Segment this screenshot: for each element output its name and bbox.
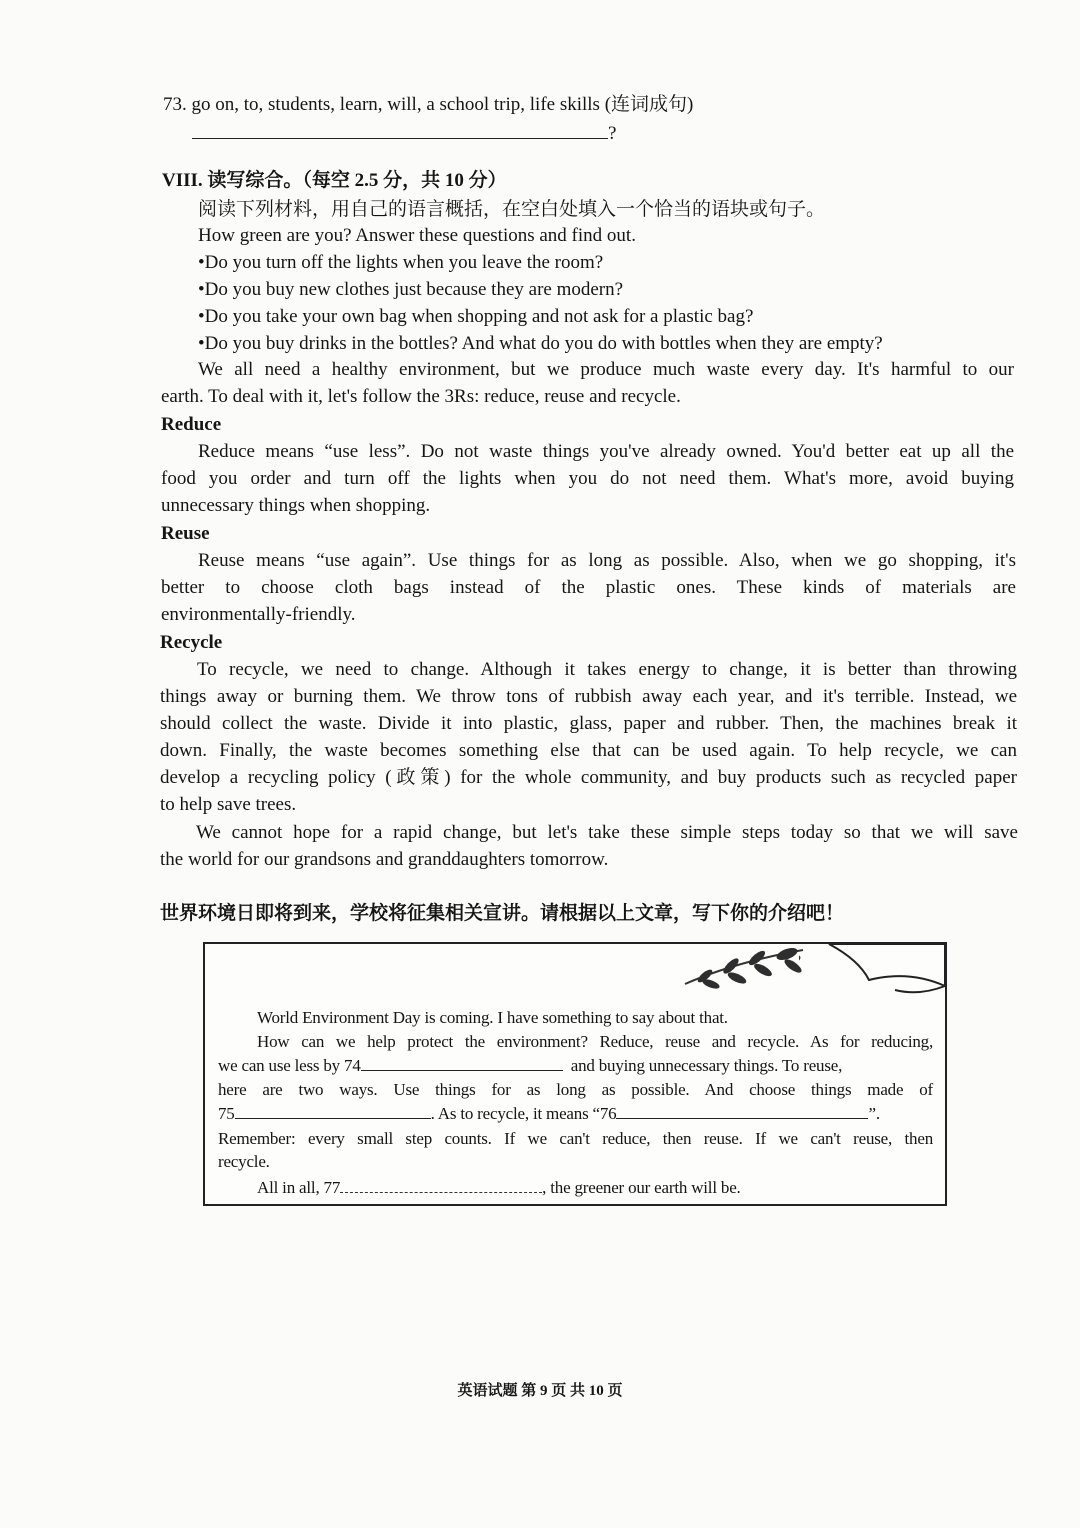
card-line: World Environment Day is coming. I have something to say about that.: [257, 1008, 728, 1027]
card-line-74: [218, 1055, 842, 1077]
card-text: 75: [218, 1104, 235, 1123]
paragraph-line: Reuse means “use again”. Use things for as long as possible. Also, when we go shopping, it's: [198, 550, 1016, 571]
blank-75[interactable]: [235, 1103, 431, 1119]
card-line: Remember: every small step counts. If we can't reduce, then reuse. If we can't reuse, then: [218, 1129, 933, 1148]
blank-76[interactable]: [616, 1103, 868, 1119]
blank-74[interactable]: [361, 1055, 563, 1071]
paragraph-line: unnecessary things when shopping.: [161, 495, 431, 516]
paragraph-line: We cannot hope for a rapid change, but let's take these simple steps today so that we will save: [196, 822, 1018, 843]
card-text: . As to recycle, it means “76: [430, 1104, 617, 1123]
q73-question-mark: ?: [608, 123, 617, 144]
paragraph-line: food you order and turn off the lights when you do not need them. What's more, avoid buying: [161, 468, 1014, 489]
heading-recycle: Recycle: [160, 632, 223, 653]
q73-prompt: 73. go on, to, students, learn, will, a school trip, life skills (连词成句): [163, 94, 694, 115]
paragraph-line: To recycle, we need to change. Although it takes energy to change, it is better than throwing: [197, 659, 1017, 680]
card-line-77: [257, 1177, 741, 1199]
paragraph-line: Reduce means “use less”. Do not waste things you've already owned. You'd better eat up all the: [198, 441, 1014, 462]
blank-77[interactable]: [340, 1177, 542, 1193]
q73-blank[interactable]: [192, 118, 608, 139]
card-line: recycle.: [218, 1152, 270, 1171]
paragraph-line: down. Finally, the waste becomes something else that can be used again. To help recycle, we can: [160, 740, 1017, 761]
paragraph-line: better to choose cloth bags instead of the plastic ones. These kinds of materials are: [161, 577, 1016, 598]
heading-reduce: Reduce: [161, 414, 222, 435]
card-line: How can we help protect the environment? Reduce, reuse and recycle. As for reducing,: [257, 1032, 933, 1051]
card-text: and buying unnecessary things. To reuse,: [570, 1056, 843, 1075]
question-bullet: •Do you buy drinks in the bottles? And what do you do with bottles when they are empty?: [198, 333, 883, 354]
question-bullet: •Do you turn off the lights when you leave the room?: [198, 252, 604, 273]
paragraph-line: should collect the waste. Divide it into plastic, glass, paper and rubber. Then, the machines break it: [160, 713, 1017, 734]
card-text: All in all, 77: [257, 1178, 341, 1197]
paragraph-line: earth. To deal with it, let's follow the 3Rs: reduce, reuse and recycle.: [161, 386, 681, 407]
passage-intro: How green are you? Answer these questions and find out.: [198, 225, 636, 246]
q73-answer-line: [192, 118, 616, 147]
card-text: ”.: [868, 1104, 880, 1123]
section-instruction: 阅读下列材料，用自己的语言概括，在空白处填入一个恰当的语块或句子。: [198, 199, 826, 220]
card-text: , the greener our earth will be.: [542, 1178, 741, 1197]
card-text: we can use less by 74: [218, 1056, 361, 1075]
leaf-decoration-icon: [799, 940, 949, 1000]
paragraph-line: to help save trees.: [160, 794, 297, 815]
question-bullet: •Do you buy new clothes just because they are modern?: [198, 279, 624, 300]
paragraph-line: environmentally-friendly.: [161, 604, 356, 625]
page-footer: 英语试题 第 9 页 共 10 页: [457, 1383, 623, 1399]
paragraph-line: develop a recycling policy (政策) for the whole community, and buy products such as recycled paper: [160, 767, 1017, 788]
card-line-75-76: [218, 1103, 880, 1125]
branch-decoration-icon: [675, 940, 815, 994]
question-bullet: •Do you take your own bag when shopping and not ask for a plastic bag?: [198, 306, 754, 327]
writing-prompt: 世界环境日即将到来，学校将征集相关宣讲。请根据以上文章，写下你的介绍吧！: [160, 902, 845, 924]
paragraph-line: things away or burning them. We throw tons of rubbish away each year, and it's terrible. Instead, we: [160, 686, 1017, 707]
writing-card: [203, 942, 947, 1206]
paragraph-line: We all need a healthy environment, but we produce much waste every day. It's harmful to our: [198, 359, 1014, 380]
card-line: here are two ways. Use things for as long as possible. And choose things made of: [218, 1080, 933, 1099]
section-title: VIII. 读写综合。（每空 2.5 分，共 10 分）: [162, 170, 507, 191]
paragraph-line: the world for our grandsons and granddaughters tomorrow.: [160, 849, 609, 870]
heading-reuse: Reuse: [161, 523, 210, 544]
